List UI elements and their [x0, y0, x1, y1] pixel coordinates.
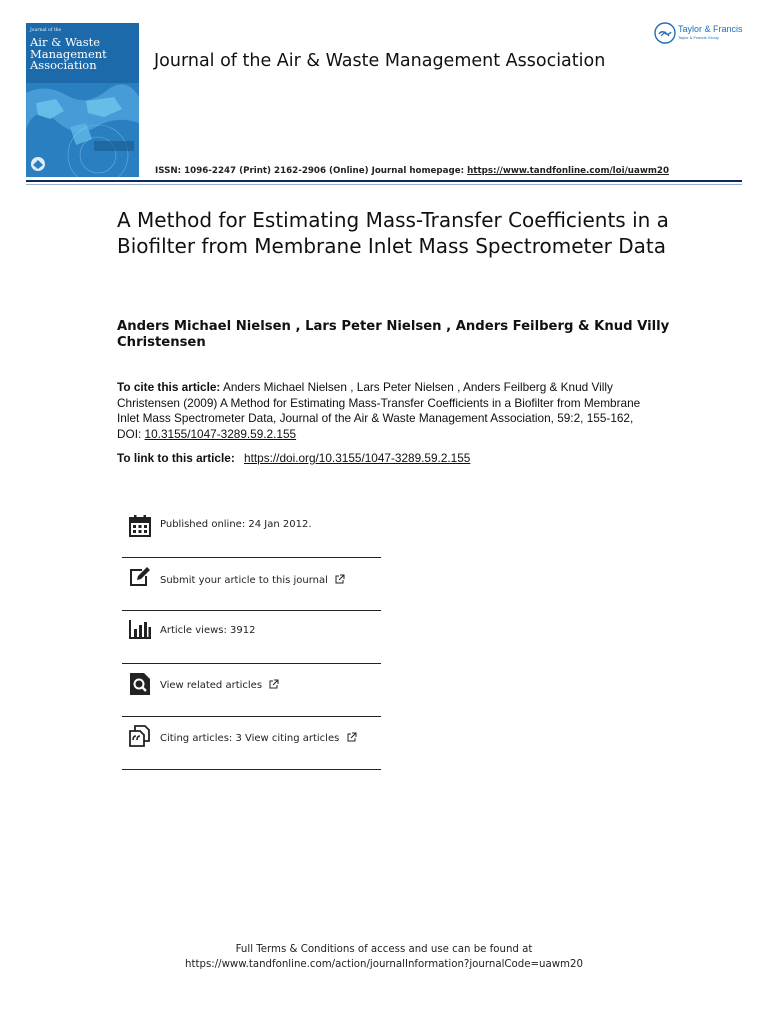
- article-views-text: Article views: 3912: [160, 625, 256, 636]
- published-online-text: Published online: 24 Jan 2012.: [160, 519, 312, 530]
- article-views-row: [122, 611, 381, 664]
- terms-text: Full Terms & Conditions of access and use can be found at: [235, 944, 533, 955]
- bar-chart-icon: [128, 617, 152, 641]
- external-link-icon: [335, 574, 345, 584]
- article-link-line: [117, 451, 470, 465]
- citation-label: To cite this article:: [117, 380, 221, 394]
- calendar-icon: [128, 514, 152, 538]
- published-online-row: [122, 505, 381, 558]
- edit-icon: [128, 565, 152, 589]
- publisher-name: Taylor & Francis: [678, 24, 743, 34]
- article-authors: Anders Michael Nielsen , Lars Peter Nielsen , Anders Feilberg & Knud Villy Christensen: [117, 319, 670, 350]
- citing-articles-link[interactable]: Citing articles: 3 View citing articles: [160, 732, 357, 744]
- submit-article-link[interactable]: Submit your article to this journal: [160, 574, 345, 586]
- document-search-icon: [128, 672, 152, 696]
- article-doi-link[interactable]: https://doi.org/10.3155/1047-3289.59.2.155: [244, 451, 471, 465]
- citation-text: Anders Michael Nielsen , Lars Peter Nielsen , Anders Feilberg & Knud Villy Christensen (2009) A Method for Estimating Mass-Transfer Coefficients in a Biofilter from Membrane Inlet Mass Spectrometer Data, Journal of the Air & Waste Management Association, 59:2, 155-162, DOI:: [117, 380, 641, 441]
- citing-articles-icon: [128, 724, 152, 748]
- cover-logo: [31, 157, 45, 171]
- issn-line: [155, 166, 669, 176]
- journal-cover-image: [26, 23, 139, 177]
- article-title: A Method for Estimating Mass-Transfer Coefficients in a Biofilter from Membrane Inlet Mass Spectrometer Data: [117, 208, 669, 258]
- submit-article-row[interactable]: [122, 558, 381, 611]
- terms-footer: [0, 943, 768, 972]
- header-divider-thin: [26, 184, 742, 185]
- cover-title: Air & Waste Management Association: [30, 35, 107, 72]
- citing-articles-row[interactable]: [122, 717, 381, 770]
- related-articles-link[interactable]: View related articles: [160, 679, 279, 691]
- citation-block: [117, 380, 642, 442]
- journal-title: Journal of the Air & Waste Management Association: [154, 51, 606, 71]
- publisher-logo[interactable]: [654, 22, 754, 48]
- link-label: To link to this article:: [117, 451, 235, 465]
- publisher-logo-icon: [654, 22, 676, 44]
- cover-small-text: Journal of the: [30, 28, 62, 33]
- metric-divider: [122, 769, 381, 770]
- terms-link[interactable]: https://www.tandfonline.com/action/journalInformation?journalCode=uawm20: [185, 958, 583, 970]
- related-articles-row[interactable]: [122, 664, 381, 717]
- external-link-icon: [269, 679, 279, 689]
- journal-homepage-link[interactable]: https://www.tandfonline.com/loi/uawm20: [467, 166, 669, 176]
- issn-text: ISSN: 1096-2247 (Print) 2162-2906 (Online) Journal homepage:: [155, 166, 465, 176]
- citation-doi-link[interactable]: 10.3155/1047-3289.59.2.155: [144, 426, 297, 441]
- publisher-group: Taylor & Francis Group: [678, 35, 719, 40]
- external-link-icon: [347, 732, 357, 742]
- header-divider: [26, 180, 742, 182]
